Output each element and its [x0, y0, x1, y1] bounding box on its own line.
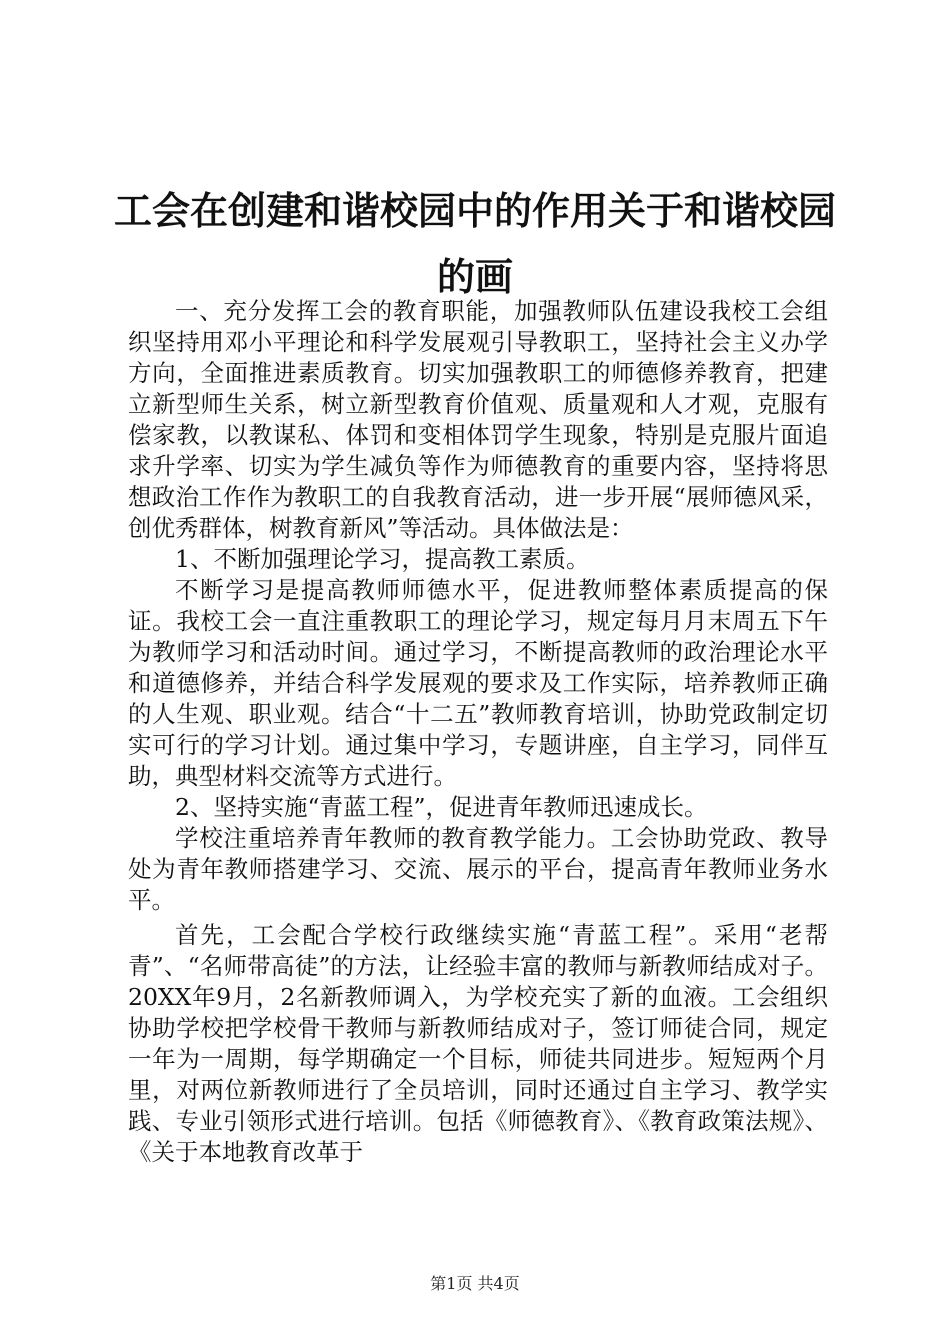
paragraph-subheading-2: 2、坚持实施“青蓝工程”，促进青年教师迅速成长。: [175, 793, 708, 821]
document-body: [128, 296, 828, 1168]
page-footer: 第1页 共4页: [430, 1274, 520, 1293]
paragraph-young-teachers: 学校注重培养青年教师的教育教学能力。工会协助党政、教导处为青年教师搭建学习、交流、展示的平台，提高青年教师业务水平。: [128, 824, 828, 914]
paragraph-study: 不断学习是提高教师师德水平，促进教师整体素质提高的保证。我校工会一直注重教职工的理论学习，规定每月月末周五下午为教师学习和活动时间。通过学习，不断提高教师的政治理论水平和道德修养，并结合科学发展观的要求及工作实际，培养教师正确的人生观、职业观。结合“十二五”教师教育培训，协助党政制定切实可行的学习计划。通过集中学习，专题讲座，自主学习，同伴互助，典型材料交流等方式进行。: [128, 576, 828, 790]
paragraph-first: 首先，工会配合学校行政继续实施“青蓝工程”。采用“老帮青”、“名师带高徒”的方法，让经验丰富的教师与新教师结成对子。20XX年9月，2名新教师调入，为学校充实了新的血液。工会组织协助学校把学校骨干教师与新教师结成对子，签订师徒合同，规定一年为一周期，每学期确定一个目标，师徒共同进步。短短两个月里，对两位新教师进行了全员培训，同时还通过自主学习、教学实践、专业引领形式进行培训。包括《师德教育》、《教育政策法规》、《关于本地教育改革于: [128, 921, 828, 1166]
document-title: 工会在创建和谐校园中的作用关于和谐校园的画: [113, 188, 836, 299]
paragraph-section-1: 一、充分发挥工会的教育职能，加强教师队伍建设我校工会组织坚持用邓小平理论和科学发展观引导教职工，坚持社会主义办学方向，全面推进素质教育。切实加强教职工的师德修养教育，把建立新型师生关系，树立新型教育价值观、质量观和人才观，克服有偿家教，以教谋私、体罚和变相体罚学生现象，特别是克服片面追求升学率、切实为学生减负等作为师德教育的重要内容，坚持将思想政治工作作为教职工的自我教育活动，进一步开展“展师德风采，创优秀群体，树教育新风”等活动。具体做法是：: [128, 297, 828, 542]
paragraph-subheading-1: 1、不断加强理论学习，提高教工素质。: [175, 545, 590, 573]
